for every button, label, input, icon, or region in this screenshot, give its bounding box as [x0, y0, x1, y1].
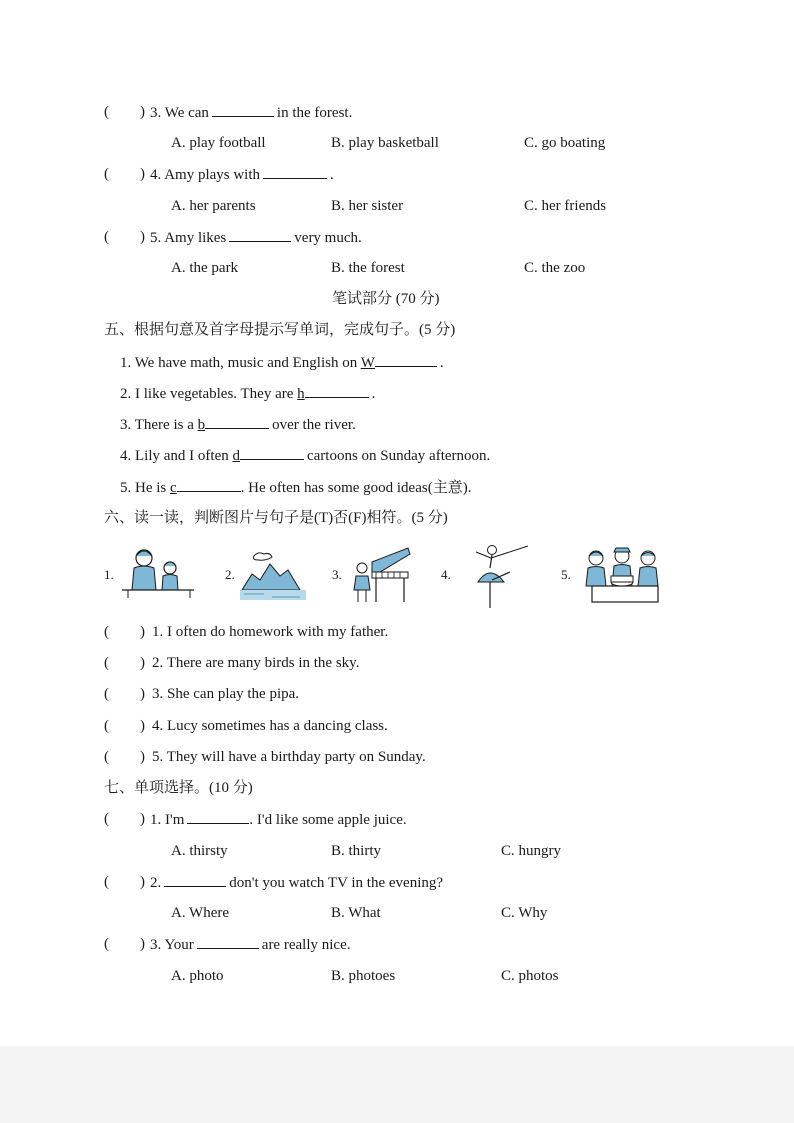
- piano-picture: [350, 544, 412, 604]
- answer-paren-open: (: [104, 229, 109, 245]
- picture-number-4: 4.: [441, 567, 451, 582]
- question-after: are really nice.: [261, 937, 351, 953]
- fill-after: . He often has some good ideas(主意).: [240, 480, 472, 496]
- answer-paren-open: (: [104, 686, 109, 702]
- option-c[interactable]: C. go boating: [524, 135, 606, 151]
- fill-before: 2. I like vegetables. They are: [120, 386, 294, 402]
- question-after: in the forest.: [276, 105, 353, 121]
- picture-number-2: 2.: [225, 567, 235, 582]
- judge-text: 1. I often do homework with my father.: [152, 624, 389, 640]
- question-number: 3.: [150, 105, 162, 121]
- question-text: [150, 227, 362, 248]
- option-a[interactable]: A. her parents: [171, 198, 256, 214]
- fill-after: over the river.: [272, 417, 356, 433]
- option-a[interactable]: A. thirsty: [171, 843, 228, 859]
- option-b[interactable]: B. play basketball: [331, 135, 439, 151]
- judge-text: 3. She can play the pipa.: [152, 686, 300, 702]
- ballet-dancer-picture: [470, 542, 534, 610]
- question-before: Amy likes: [164, 230, 227, 246]
- answer-paren-close: ): [140, 718, 145, 734]
- question-number: 4.: [150, 167, 162, 183]
- option-c[interactable]: C. the zoo: [524, 260, 586, 276]
- question-text: [150, 934, 350, 955]
- judge-text: 2. There are many birds in the sky.: [152, 655, 360, 671]
- first-letter: W: [360, 355, 375, 371]
- answer-blank[interactable]: [375, 352, 437, 367]
- judge-text: 4. Lucy sometimes has a dancing class.: [152, 718, 388, 734]
- first-letter: d: [232, 448, 240, 464]
- option-b[interactable]: B. the forest: [331, 260, 405, 276]
- option-a[interactable]: A. Where: [171, 905, 230, 921]
- homework-picture: [120, 546, 196, 598]
- answer-paren-close: ): [140, 936, 145, 952]
- option-a[interactable]: A. the park: [171, 260, 239, 276]
- answer-paren-open: (: [104, 749, 109, 765]
- answer-blank[interactable]: [197, 934, 259, 949]
- answer-paren-close: ): [140, 624, 145, 640]
- question-number: 3.: [150, 937, 162, 953]
- option-c[interactable]: C. her friends: [524, 198, 607, 214]
- answer-paren-open: (: [104, 718, 109, 734]
- option-c[interactable]: C. Why: [501, 905, 548, 921]
- question-number: 5.: [150, 230, 162, 246]
- option-a[interactable]: A. play football: [171, 135, 266, 151]
- answer-blank[interactable]: [177, 477, 241, 492]
- option-b[interactable]: B. photoes: [331, 968, 396, 984]
- fill-after: .: [439, 355, 444, 371]
- answer-paren-open: (: [104, 104, 109, 120]
- answer-paren-close: ): [140, 749, 145, 765]
- answer-paren-close: ): [140, 229, 145, 245]
- option-a[interactable]: A. photo: [171, 968, 224, 984]
- question-after: don't you watch TV in the evening?: [229, 875, 444, 891]
- question-before: Amy plays with: [164, 167, 261, 183]
- first-letter: h: [297, 386, 305, 402]
- question-after: .: [330, 167, 334, 183]
- fill-after: .: [371, 386, 376, 402]
- answer-paren-close: ): [140, 686, 145, 702]
- option-b[interactable]: B. thirty: [331, 843, 382, 859]
- question-before: Your: [164, 937, 194, 953]
- section-7-title: 七、单项选择。(10 分): [104, 780, 253, 796]
- written-part-title: 笔试部分 (70 分): [332, 291, 440, 307]
- answer-paren-close: ): [140, 655, 145, 671]
- answer-paren-close: ): [140, 104, 145, 120]
- answer-paren-open: (: [104, 811, 109, 827]
- picture-number-1: 1.: [104, 567, 114, 582]
- option-c[interactable]: C. photos: [501, 968, 559, 984]
- fill-after: cartoons on Sunday afternoon.: [306, 448, 491, 464]
- answer-paren-close: ): [140, 166, 145, 182]
- fill-before: 1. We have math, music and English on: [120, 355, 358, 371]
- answer-blank[interactable]: [205, 414, 269, 429]
- first-letter: c: [170, 480, 177, 496]
- question-after: . I'd like some apple juice.: [249, 812, 407, 828]
- question-text: [150, 872, 443, 893]
- section-6-title: 六、读一读，判断图片与句子是(T)否(F)相符。(5 分): [104, 510, 448, 526]
- answer-blank[interactable]: [187, 809, 249, 824]
- question-number: 1.: [150, 812, 162, 828]
- mountain-lake-picture: [240, 550, 306, 600]
- question-text: [150, 102, 352, 123]
- question-number: 2.: [150, 875, 162, 891]
- fill-before: 3. There is a: [120, 417, 194, 433]
- answer-blank[interactable]: [263, 164, 327, 179]
- answer-paren-open: (: [104, 936, 109, 952]
- question-before: I'm: [165, 812, 185, 828]
- judge-text: 5. They will have a birthday party on Sunday.: [152, 749, 426, 765]
- fill-before: 5. He is: [120, 480, 167, 496]
- question-after: very much.: [294, 230, 362, 246]
- answer-paren-open: (: [104, 166, 109, 182]
- answer-blank[interactable]: [212, 102, 274, 117]
- section-5-title: 五、根据句意及首字母提示写单词，完成句子。(5 分): [104, 322, 456, 338]
- answer-paren-open: (: [104, 655, 109, 671]
- option-b[interactable]: B. What: [331, 905, 381, 921]
- birthday-party-picture: [582, 546, 664, 604]
- question-text: [150, 809, 407, 830]
- question-before: We can: [164, 105, 209, 121]
- answer-blank[interactable]: [305, 383, 369, 398]
- fill-before: 4. Lily and I often: [120, 448, 229, 464]
- first-letter: b: [197, 417, 206, 433]
- question-text: [150, 164, 334, 185]
- answer-paren-close: ): [140, 874, 145, 890]
- answer-paren-open: (: [104, 624, 109, 640]
- picture-number-5: 5.: [561, 567, 571, 582]
- answer-blank[interactable]: [164, 872, 226, 887]
- option-b[interactable]: B. her sister: [331, 198, 404, 214]
- picture-number-3: 3.: [332, 567, 342, 582]
- answer-paren-close: ): [140, 811, 145, 827]
- answer-paren-open: (: [104, 874, 109, 890]
- option-c[interactable]: C. hungry: [501, 843, 561, 859]
- answer-blank[interactable]: [240, 445, 304, 460]
- answer-blank[interactable]: [229, 227, 291, 242]
